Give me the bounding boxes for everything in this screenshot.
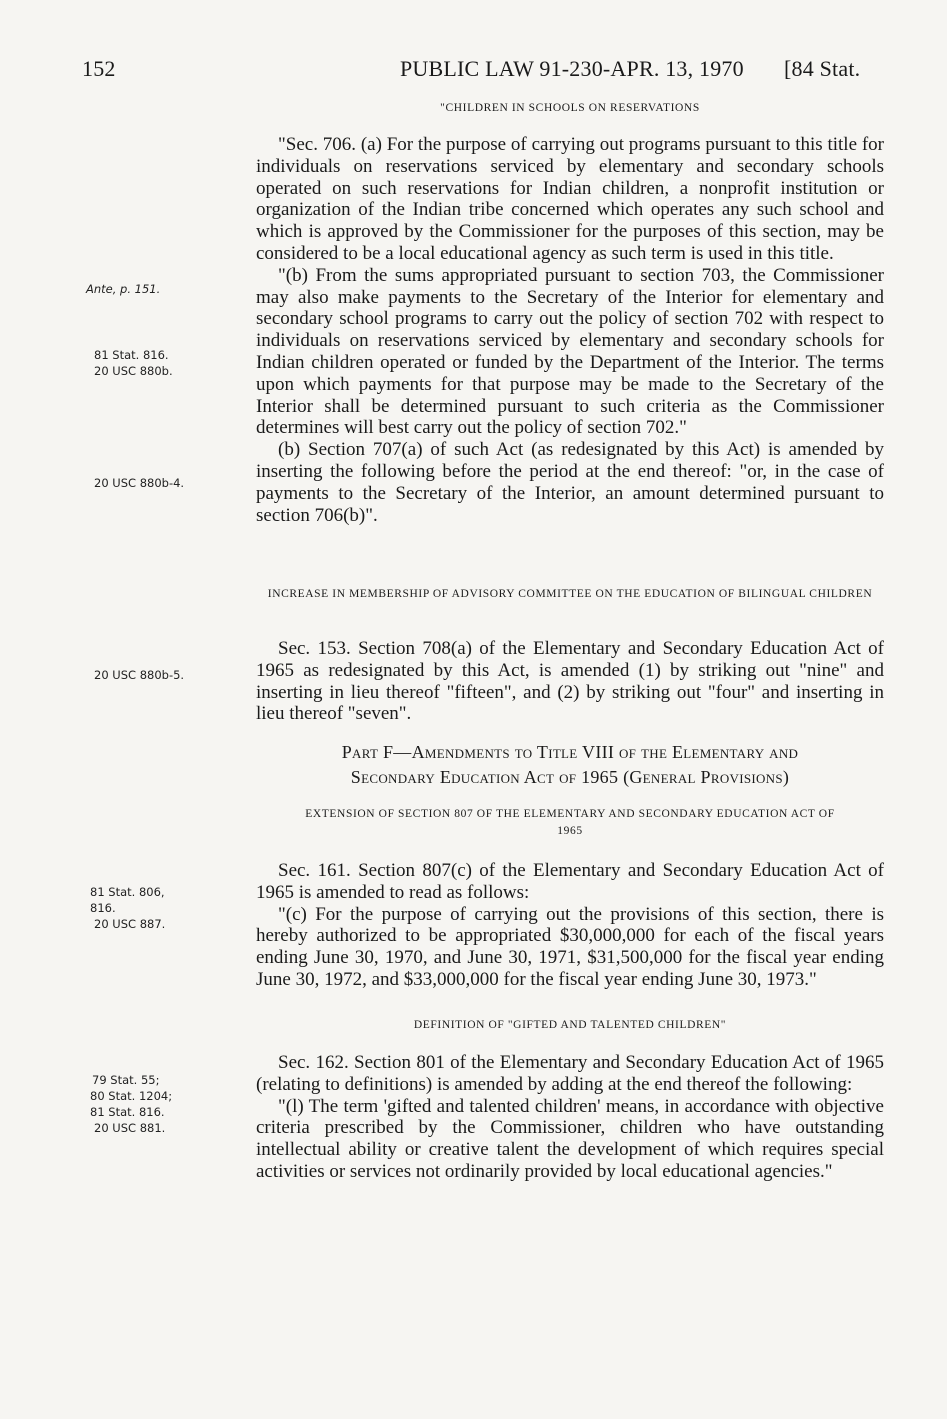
section-162-text: Sec. 162. Section 801 of the Elementary and Secondary Education Act of 1965 (relating to definitions) is amended by adding at the end thereof the following: (256, 1052, 884, 1095)
margin-note-81-stat-806: 81 Stat. 806, 816. 20 USC 887. (90, 885, 166, 931)
section-161-body (256, 860, 884, 991)
section-153-text: Sec. 153. Section 708(a) of the Elementary and Secondary Education Act of 1965 as redesignated by this Act, is amended (1) by striking out "nine" and inserting in lieu thereof "fifteen", and (2) by striking out "four" and inserting in lieu thereof "seven". (256, 638, 884, 725)
statute-volume: [84 Stat. (784, 56, 861, 81)
section-161-heading: EXTENSION OF SECTION 807 OF THE ELEMENTARY AND SECONDARY EDUCATION ACT OF 1965 (305, 808, 835, 837)
part-f-line-1: Part F—Amendments to Title VIII of the Elementary and (341, 742, 799, 762)
part-f-line-2: Secondary Education Act of 1965 (General Provisions) (350, 767, 790, 787)
section-706-paragraph-a: "Sec. 706. (a) For the purpose of carrying out programs pursuant to this title for individuals on reservations serviced by elementary and secondary schools operated on such reservations for Indian children, a nonprofit institution or organization of the Indian tribe concerned which operates any such school and which is approved by the Commissioner for the purposes of this section, may be considered to be a local educational agency as such term is used in this title. (256, 134, 884, 264)
section-153-body (256, 638, 884, 725)
section-807c-quote: "(c) For the purpose of carrying out the provisions of this section, there is hereby authorized to be appropriated $30,000,000 for each of the fiscal years ending June 30, 1970, and June 30, 1971, $31,500,000 for the fiscal year ending June 30, 1972, and $33,000,000 for the fiscal year ending June 30, 1973." (256, 903, 884, 990)
margin-note-81-stat-816: 81 Stat. 816. 20 USC 880b. (94, 348, 173, 378)
page-number: 152 (82, 56, 116, 81)
section-153-heading: INCREASE IN MEMBERSHIP OF ADVISORY COMMITTEE ON THE EDUCATION OF BILINGUAL CHILDREN (267, 588, 873, 600)
part-f-heading (256, 740, 884, 790)
section-706-paragraph-b: "(b) From the sums appropriated pursuant to section 703, the Commissioner may also make payments to the Secretary of the Interior for elementary and secondary school programs to carry out the policy of section 702 with respect to individuals on reservations serviced by elementary and secondary schools for Indian children operated or funded by the Department of the Interior. The terms upon which payments for that purpose may be made to the Secretary of the Interior shall be determined pursuant to such criteria as the Commissioner determines will best carry out the policy of section 702." (256, 264, 884, 439)
margin-note-880b-5: 20 USC 880b-5. (94, 668, 185, 682)
section-162-body (256, 1052, 884, 1183)
section-707-amendment: (b) Section 707(a) of such Act (as redesignated by this Act) is amended by inserting the following before the period at the end thereof: "or, in the case of payments to the Secretary of the Interior, an amount determined pursuant to section 706(b)". (256, 439, 884, 526)
section-162-heading: DEFINITION OF "GIFTED AND TALENTED CHILDREN" (413, 1019, 727, 1031)
section-161-text: Sec. 161. Section 807(c) of the Elementary and Secondary Education Act of 1965 is amended to read as follows: (256, 860, 884, 903)
section-801-definition-quote: "(l) The term 'gifted and talented children' means, in accordance with objective criteria prescribed by the Commissioner, children who have outstanding intellectual ability or creative talent the development of which requires special activities or services not ordinarily provided by local educational agencies." (256, 1095, 884, 1182)
margin-note-section-801: 79 Stat. 55; 80 Stat. 1204; 81 Stat. 816. 20 USC 881. (90, 1073, 173, 1135)
running-title: PUBLIC LAW 91-230-APR. 13, 1970 (400, 56, 744, 81)
margin-note-880b-4: 20 USC 880b-4. (94, 476, 185, 490)
margin-note-ante: Ante, p. 151. (86, 282, 161, 296)
section-706-body (256, 134, 884, 526)
section-706-heading: "CHILDREN IN SCHOOLS ON RESERVATIONS (440, 102, 700, 114)
